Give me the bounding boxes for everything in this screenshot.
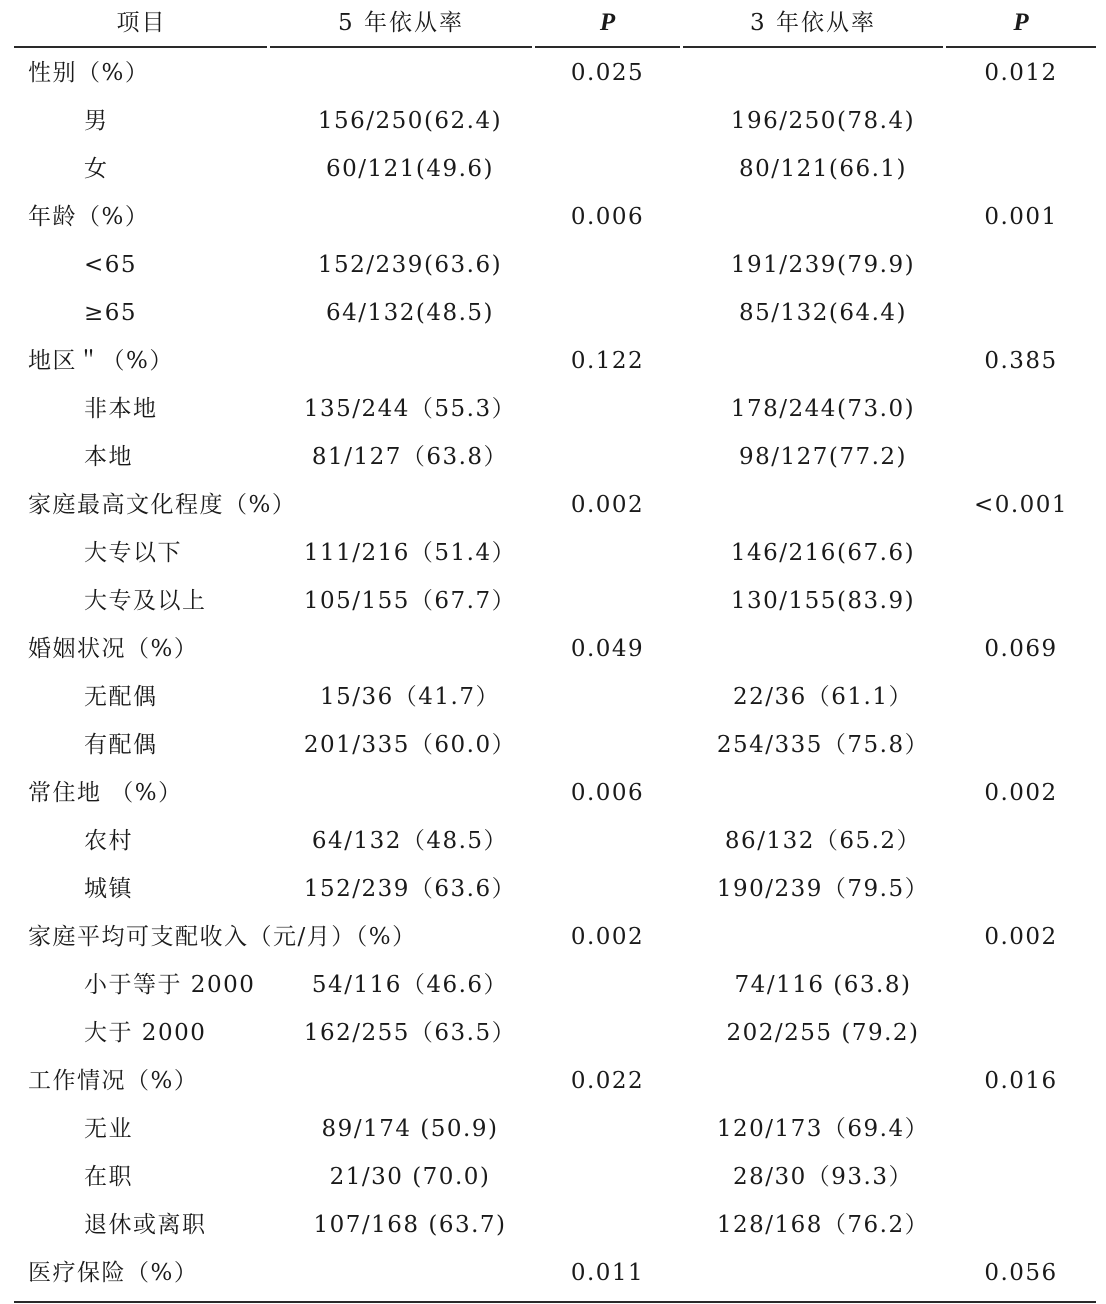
- rate-5-year-cell: 81/127（63.8）: [311, 444, 509, 470]
- p-value-3-year-cell: [946, 97, 1096, 145]
- header-rule-5: [946, 46, 1096, 48]
- p-value-3-year-cell: 0.012: [984, 60, 1058, 86]
- p-value-5-year-cell: [535, 1153, 680, 1201]
- p-value-3-year-cell: 0.001: [984, 204, 1058, 230]
- table-row: [0, 625, 1106, 673]
- table-row: [0, 577, 1106, 625]
- rate-5-year-cell: [270, 1057, 550, 1105]
- rate-5-year-cell: [270, 1249, 550, 1297]
- table-row: [0, 817, 1106, 865]
- p-value-3-year-cell: [946, 145, 1096, 193]
- row-sub-label: 大专以下: [84, 540, 182, 566]
- p-value-3-year-cell: 0.385: [984, 348, 1058, 374]
- p-value-3-year-cell: [946, 1201, 1096, 1249]
- p-value-3-year-cell: [946, 433, 1096, 481]
- p-value-5-year-cell: [535, 145, 680, 193]
- rate-3-year-cell: 191/239(79.9): [730, 252, 916, 278]
- p-value-5-year-cell: [535, 721, 680, 769]
- header-rate-5-year: 5 年依从率: [338, 10, 464, 36]
- p-value-5-year-cell: [535, 433, 680, 481]
- header-rule-1: [14, 46, 267, 48]
- rate-3-year-cell: 190/239（79.5）: [716, 876, 930, 902]
- p-value-5-year-cell: 0.002: [570, 924, 645, 950]
- p-value-3-year-cell: [946, 961, 1096, 1009]
- p-value-3-year-cell: 0.056: [984, 1260, 1058, 1286]
- p-value-5-year-cell: [535, 289, 680, 337]
- rate-3-year-cell: 178/244(73.0): [730, 396, 916, 422]
- row-sub-label: 女: [84, 156, 109, 182]
- row-sub-label: 非本地: [84, 396, 158, 422]
- rate-3-year-cell: 128/168（76.2）: [716, 1212, 930, 1238]
- row-sub-label: 农村: [84, 828, 133, 854]
- table-row: [0, 49, 1106, 97]
- p-value-3-year-cell: [946, 577, 1096, 625]
- table-row: [0, 961, 1106, 1009]
- rate-3-year-cell: [683, 913, 963, 961]
- rate-3-year-cell: [683, 1057, 963, 1105]
- row-group-label: 家庭最高文化程度（%）: [28, 492, 297, 518]
- row-sub-label: 有配偶: [84, 732, 158, 758]
- rate-3-year-cell: 202/255 (79.2): [726, 1020, 920, 1046]
- p-value-5-year-cell: [535, 385, 680, 433]
- rate-3-year-cell: 196/250(78.4): [730, 108, 916, 134]
- rate-5-year-cell: 162/255（63.5）: [303, 1020, 517, 1046]
- p-value-5-year-cell: 0.006: [570, 204, 645, 230]
- rate-5-year-cell: 89/174 (50.9): [321, 1116, 499, 1142]
- rate-3-year-cell: 85/132(64.4): [738, 300, 908, 326]
- rate-5-year-cell: 152/239（63.6）: [303, 876, 517, 902]
- table-row: [0, 433, 1106, 481]
- rate-5-year-cell: 64/132（48.5）: [311, 828, 509, 854]
- rate-5-year-cell: 111/216（51.4）: [303, 540, 517, 566]
- p-value-3-year-cell: 0.002: [984, 924, 1058, 950]
- header-rate-3-year: 3 年依从率: [750, 10, 876, 36]
- table-row: [0, 193, 1106, 241]
- table-row: [0, 529, 1106, 577]
- row-sub-label: 大于 2000: [84, 1020, 207, 1046]
- row-group-label: 性别（%）: [28, 60, 150, 86]
- rate-5-year-cell: [270, 481, 550, 529]
- row-group-label: 医疗保险（%）: [28, 1260, 199, 1286]
- row-sub-label: 在职: [84, 1164, 133, 1190]
- p-value-5-year-cell: [535, 673, 680, 721]
- p-value-5-year-cell: 0.122: [570, 348, 645, 374]
- p-value-3-year-cell: [946, 673, 1096, 721]
- table-row: [0, 1249, 1106, 1297]
- table-row: [0, 721, 1106, 769]
- p-value-5-year-cell: [535, 1201, 680, 1249]
- rate-3-year-cell: 254/335（75.8）: [716, 732, 930, 758]
- header-p-value-3-year: P: [1013, 9, 1029, 36]
- p-value-3-year-cell: [946, 817, 1096, 865]
- p-value-5-year-cell: 0.006: [570, 780, 645, 806]
- table-row: [0, 913, 1106, 961]
- row-group-label: 家庭平均可支配收入（元/月）（%）: [28, 924, 417, 950]
- rate-5-year-cell: [270, 337, 550, 385]
- rate-3-year-cell: [683, 481, 963, 529]
- rate-5-year-cell: [270, 193, 550, 241]
- row-sub-label: 退休或离职: [84, 1212, 207, 1238]
- p-value-5-year-cell: [535, 529, 680, 577]
- row-sub-label: 大专及以上: [84, 588, 207, 614]
- p-value-5-year-cell: [535, 97, 680, 145]
- table-row: [0, 1057, 1106, 1105]
- row-sub-label: 城镇: [84, 876, 133, 902]
- rate-5-year-cell: 15/36（41.7）: [320, 684, 500, 710]
- rate-3-year-cell: 80/121(66.1): [738, 156, 908, 182]
- rate-5-year-cell: 201/335（60.0）: [303, 732, 517, 758]
- rate-3-year-cell: 98/127(77.2): [738, 444, 908, 470]
- table-row: [0, 481, 1106, 529]
- header-rule-3: [535, 46, 680, 48]
- table-row: [0, 1201, 1106, 1249]
- rate-3-year-cell: [683, 49, 963, 97]
- p-value-3-year-cell: <0.001: [973, 492, 1069, 518]
- rate-3-year-cell: [683, 1249, 963, 1297]
- table-row: [0, 769, 1106, 817]
- rate-3-year-cell: [683, 625, 963, 673]
- row-group-label: 婚姻状况（%）: [28, 636, 199, 662]
- rate-5-year-cell: 152/239(63.6): [317, 252, 503, 278]
- table-row: [0, 673, 1106, 721]
- rate-5-year-cell: 156/250(62.4): [317, 108, 503, 134]
- rate-3-year-cell: 74/116 (63.8): [734, 972, 912, 998]
- rate-5-year-cell: 105/155（67.7）: [303, 588, 517, 614]
- p-value-3-year-cell: 0.069: [984, 636, 1058, 662]
- row-sub-label: 男: [84, 108, 109, 134]
- rate-3-year-cell: 22/36（61.1）: [733, 684, 913, 710]
- table-row: [0, 97, 1106, 145]
- p-value-5-year-cell: 0.011: [570, 1260, 645, 1286]
- p-value-3-year-cell: [946, 1153, 1096, 1201]
- p-value-3-year-cell: [946, 1105, 1096, 1153]
- p-value-5-year-cell: [535, 817, 680, 865]
- rate-3-year-cell: [683, 769, 963, 817]
- rate-5-year-cell: 107/168 (63.7): [313, 1212, 507, 1238]
- p-value-3-year-cell: [946, 241, 1096, 289]
- rate-5-year-cell: [270, 625, 550, 673]
- header-rule-2: [270, 46, 532, 48]
- p-value-3-year-cell: [946, 721, 1096, 769]
- rate-5-year-cell: [270, 769, 550, 817]
- table-row: [0, 385, 1106, 433]
- rate-5-year-cell: 21/30 (70.0): [329, 1164, 491, 1190]
- rate-3-year-cell: 86/132（65.2）: [724, 828, 922, 854]
- p-value-3-year-cell: [946, 529, 1096, 577]
- header-p-value-5-year: P: [599, 9, 616, 36]
- table-row: [0, 1153, 1106, 1201]
- p-value-3-year-cell: 0.002: [984, 780, 1058, 806]
- p-value-3-year-cell: [946, 865, 1096, 913]
- p-value-5-year-cell: [535, 865, 680, 913]
- rate-3-year-cell: 130/155(83.9): [730, 588, 916, 614]
- row-sub-label: 小于等于 2000: [84, 972, 256, 998]
- p-value-3-year-cell: [946, 385, 1096, 433]
- row-sub-label: 无业: [84, 1116, 133, 1142]
- p-value-5-year-cell: 0.025: [570, 60, 645, 86]
- table-row: [0, 865, 1106, 913]
- row-sub-label: 本地: [84, 444, 133, 470]
- rate-5-year-cell: 135/244（55.3）: [303, 396, 517, 422]
- row-sub-label: 无配偶: [84, 684, 158, 710]
- table-row: [0, 1009, 1106, 1057]
- p-value-3-year-cell: [946, 289, 1096, 337]
- header-rule-4: [683, 46, 943, 48]
- p-value-5-year-cell: [535, 961, 680, 1009]
- rate-3-year-cell: 28/30（93.3）: [733, 1164, 913, 1190]
- row-group-label: 地区＂（%）: [28, 348, 174, 374]
- rate-5-year-cell: 60/121(49.6): [325, 156, 495, 182]
- rate-5-year-cell: 64/132(48.5): [325, 300, 495, 326]
- p-value-5-year-cell: [535, 577, 680, 625]
- p-value-3-year-cell: [946, 1009, 1096, 1057]
- p-value-5-year-cell: [535, 1105, 680, 1153]
- p-value-3-year-cell: 0.016: [984, 1068, 1058, 1094]
- rate-3-year-cell: [683, 193, 963, 241]
- p-value-5-year-cell: 0.022: [570, 1068, 645, 1094]
- row-group-label: 年龄（%）: [28, 204, 150, 230]
- rate-3-year-cell: 120/173（69.4）: [716, 1116, 930, 1142]
- row-sub-label: ≥65: [84, 300, 138, 326]
- rate-5-year-cell: [270, 913, 550, 961]
- table-row: [0, 337, 1106, 385]
- table-row: [0, 1105, 1106, 1153]
- rate-5-year-cell: 54/116（46.6）: [311, 972, 509, 998]
- p-value-5-year-cell: 0.049: [570, 636, 645, 662]
- table-row: [0, 289, 1106, 337]
- table-row: [0, 145, 1106, 193]
- row-group-label: 常住地 （%）: [28, 780, 183, 806]
- rate-3-year-cell: 146/216(67.6): [730, 540, 916, 566]
- rate-5-year-cell: [270, 49, 550, 97]
- rate-3-year-cell: [683, 337, 963, 385]
- table-row: [0, 241, 1106, 289]
- row-sub-label: <65: [84, 252, 138, 278]
- bottom-rule: [14, 1301, 1096, 1303]
- p-value-5-year-cell: [535, 241, 680, 289]
- row-group-label: 工作情况（%）: [28, 1068, 199, 1094]
- p-value-5-year-cell: 0.002: [570, 492, 645, 518]
- header-item: 项目: [116, 10, 167, 36]
- p-value-5-year-cell: [535, 1009, 680, 1057]
